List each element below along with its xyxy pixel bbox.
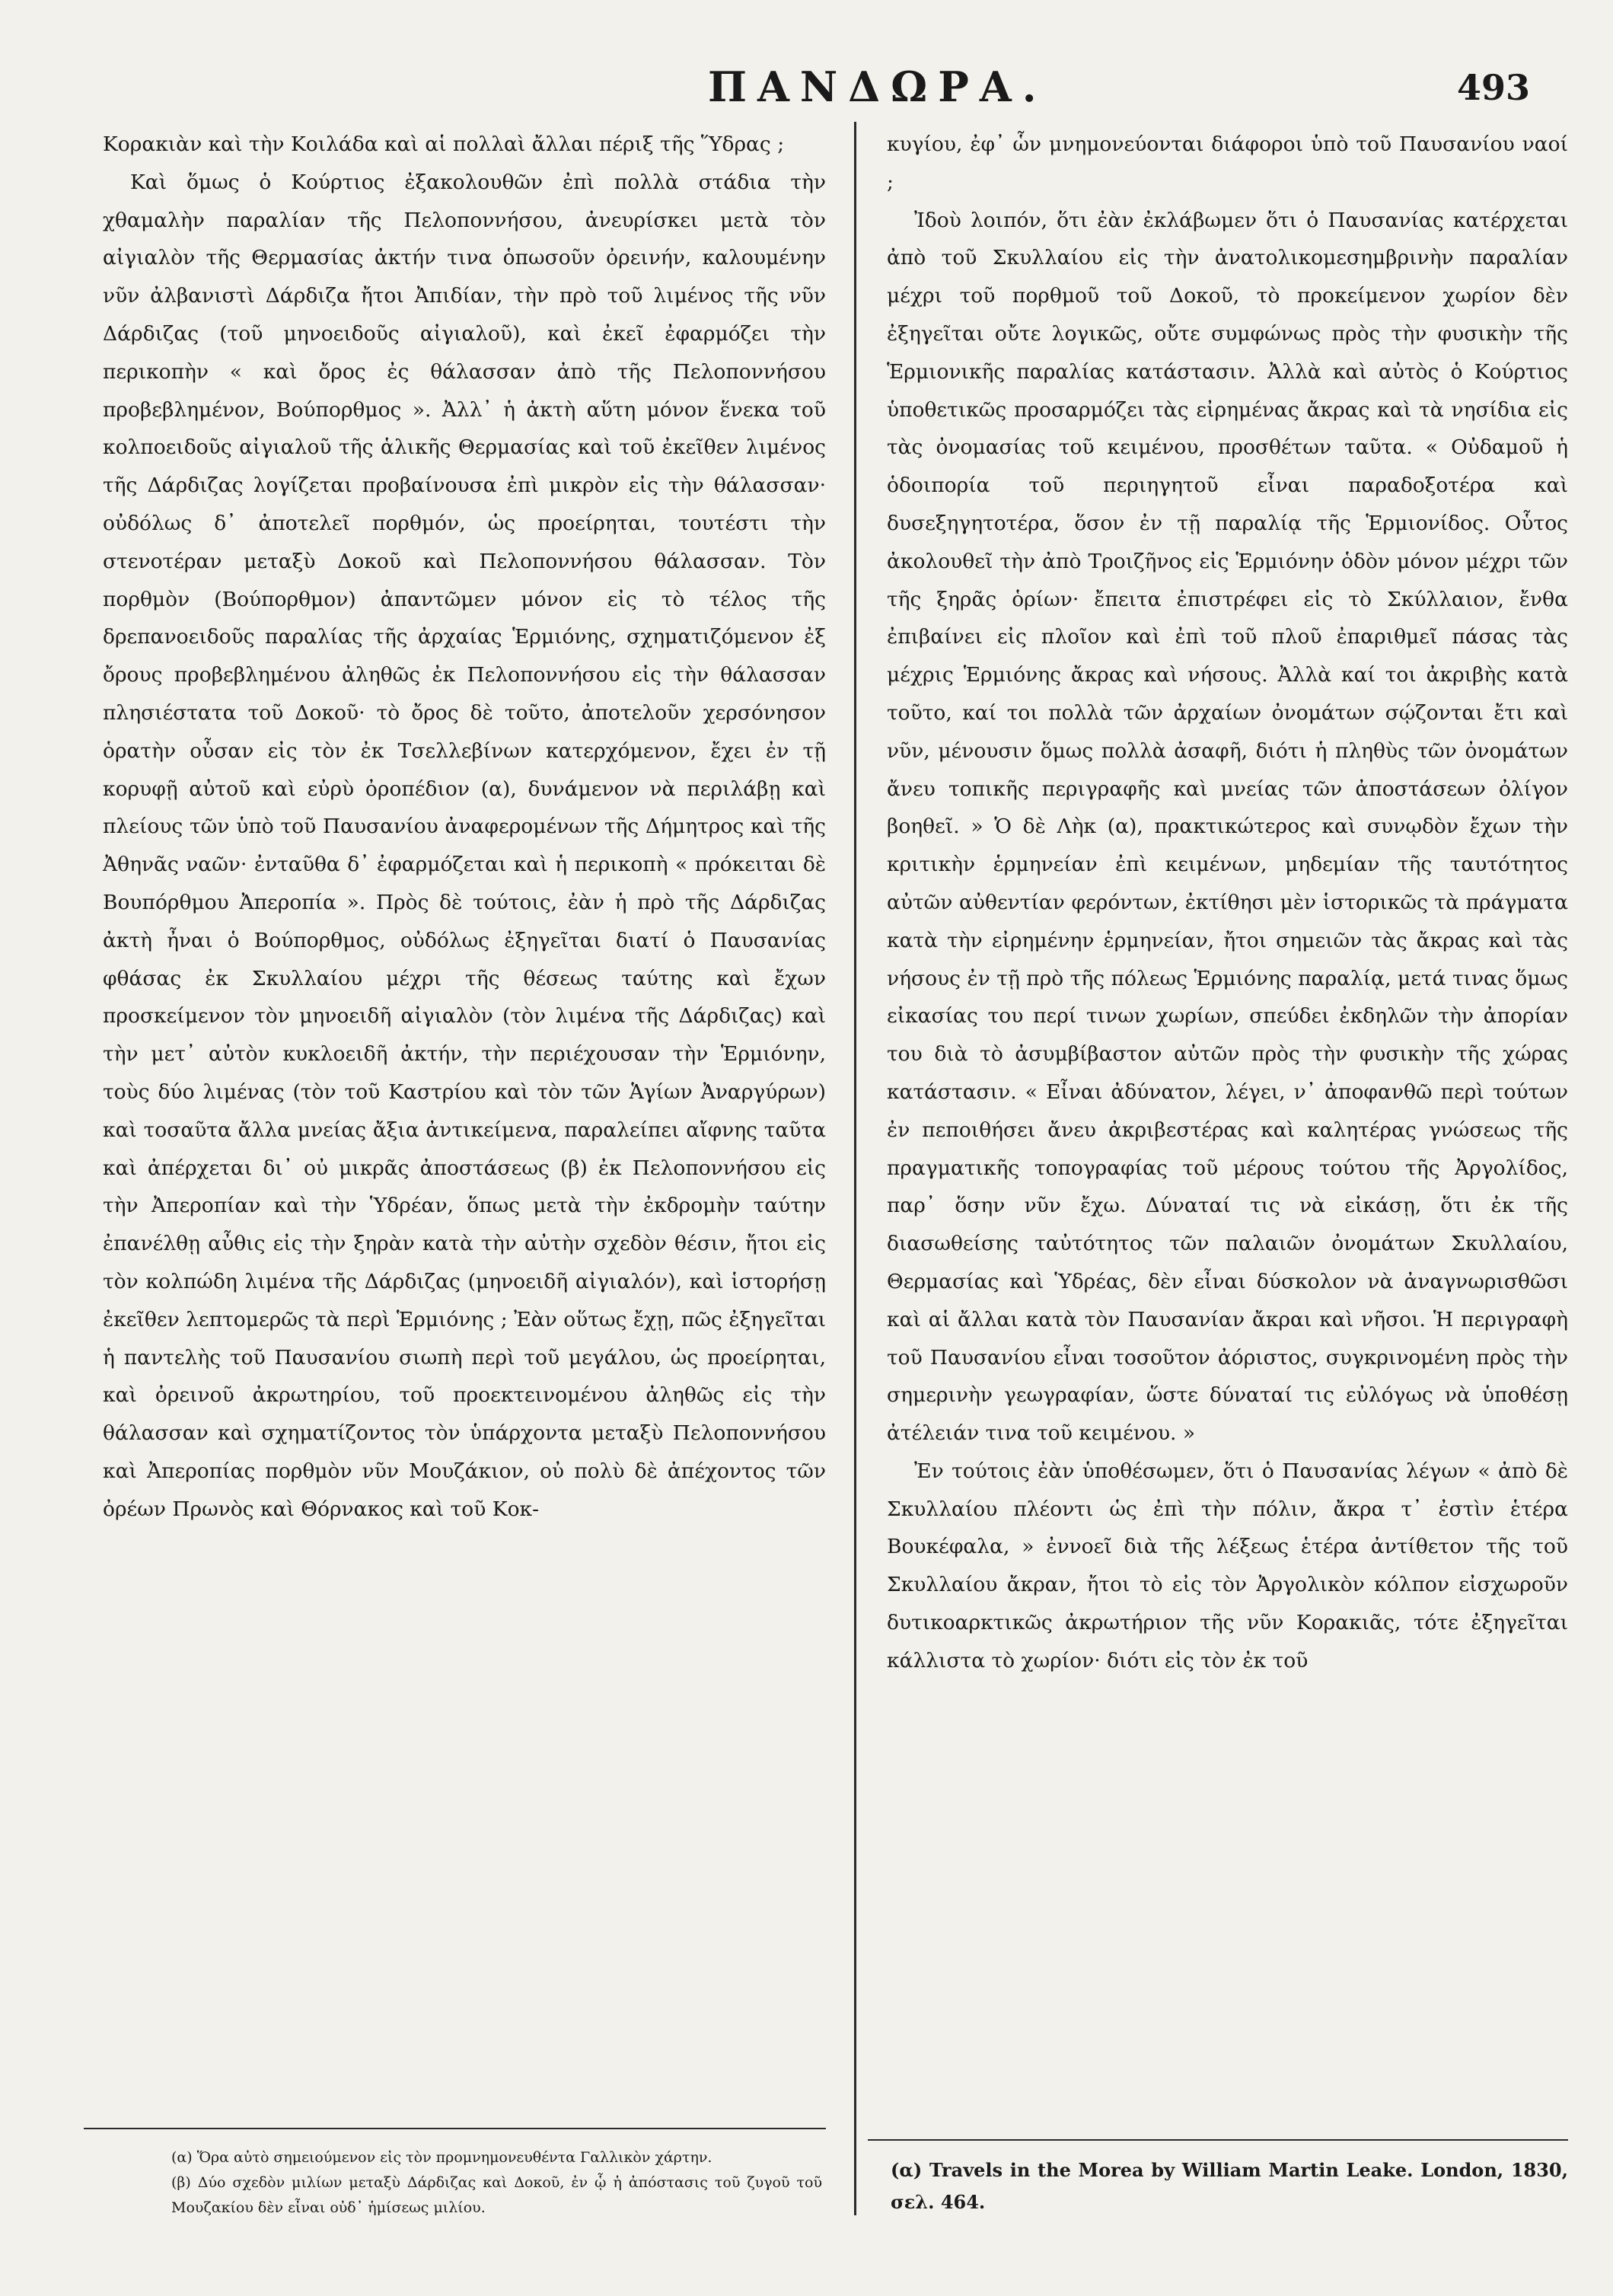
paragraph: Ἰδοὺ λοιπόν, ὅτι ἐὰν ἐκλάβωμεν ὅτι ὁ Παυσανίας κατέρχεται ἀπὸ τοῦ Σκυλλαίου εἰς τὴν ἀνατολικομεσημβρινὴν παραλίαν μέχρι τοῦ πορθμοῦ τοῦ Δοκοῦ, τὸ προκείμενον χωρίον δὲν ἐξηγεῖται οὔτε λογικῶς, οὔτε συμφώνως πρὸς τὴν φυσικὴν τῆς Ἑρμιονικῆς παραλίας κατάστασιν. Ἀλλὰ καὶ αὐτὸς ὁ Κούρτιος ὑποθετικῶς προσαρμόζει τὰς εἰρημένας ἄκρας καὶ τὰ νησίδια εἰς τὰς ὀνομασίας τοῦ κειμένου, προσθέτων ταῦτα. « Οὐδαμοῦ ἡ ὁδοιπορία τοῦ περιηγητοῦ εἶναι παραδοξοτέρα καὶ δυσεξηγητοτέρα, ὅσον ἐν τῇ παραλίᾳ τῆς Ἑρμιονίδος. Οὗτος ἀκολουθεῖ τὴν ἀπὸ Τροιζῆνος εἰς Ἑρμιόνην ὁδὸν μόνον μέχρι τῶν τῆς ξηρᾶς ὁρίων· ἔπειτα ἐπιστρέφει εἰς τὸ Σκύλλαιον, ἔνθα ἐπιβαίνει εἰς πλοῖον καὶ ἐπὶ τοῦ πλοῦ ἐπαριθμεῖ πάσας τὰς μέχρις Ἑρμιόνης ἄκρας καὶ νήσους. Ἀλλὰ καί τοι ἀκριβὴς κατὰ τοῦτο, καί τοι πολλὰ τῶν ἀρχαίων ὀνομάτων σῴζονται ἔτι καὶ νῦν, μένουσιν ὅμως πολλὰ ἀσαφῆ, διότι ἡ πληθὺς τῶν ὀνομάτων ἄνευ τοπικῆς περιγραφῆς καὶ μνείας τῶν ἀποστάσεων ὀλίγον βοηθεῖ. » Ὁ δὲ Λὴκ (α), πρακτικώτερος καὶ συνῳδὸν ἔχων τὴν κριτικὴν ἑρμηνείαν ἐπὶ κειμένων, μηδεμίαν τῆς ταυτότητος αὐτῶν αὐθεντίαν φερόντων, ἐκτίθησι μὲν ἱστορικῶς τὰ πράγματα κατὰ τὴν εἰρημένην ἑρμηνείαν, ἤτοι σημειῶν τὰς ἄκρας καὶ τὰς νήσους ἐν τῇ πρὸ τῆς πόλεως Ἑρμιόνης παραλίᾳ, μετά τινας ὅμως εἰκασίας του περί τινων χωρίων, σπεύδει ἐκδηλῶν τὴν ἀπορίαν του διὰ τὸ ἀσυμβίβαστον αὐτῶν πρὸς τὴν φυσικὴν τῆς χώρας κατάστασιν. « Εἶναι ἀδύνατον, λέγει, ν᾽ ἀποφανθῶ περὶ τούτων ἐν πεποιθήσει ἄνευ ἀκριβεστέρας καὶ καλητέρας γνώσεως τῆς πραγματικῆς τοπογραφίας τοῦ μέρους τούτου τῆς Ἀργολίδος, παρ᾽ ὅσην νῦν ἔχω. Δύναταί τις νὰ εἰκάσῃ, ὅτι ἐκ τῆς διασωθείσης ταὐτότητος τῶν παλαιῶν ὀνομάτων Σκυλλαίου, Θερμασίας καὶ Ὑδρέας, δὲν εἶναι δύσκολον νὰ ἀναγνωρισθῶσι καὶ αἱ ἄλλαι κατὰ τὸν Παυσανίαν ἄκραι καὶ νῆσοι. Ἡ περιγραφὴ τοῦ Παυσανίου εἶναι τοσοῦτον ἀόριστος, συγκρινομένη πρὸς τὴν σημερινὴν γεωγραφίαν, ὥστε δύναταί τις εὐλόγως νὰ ὑποθέσῃ ἀτέλειάν τινα τοῦ κειμένου. » — [887, 208, 1568, 1446]
paragraph: Κορακιὰν καὶ τὴν Κοιλάδα καὶ αἱ πολλαὶ ἄλλαι πέριξ τῆς Ὕδρας ; — [103, 132, 785, 156]
left-column — [103, 126, 826, 1528]
paragraph: κυγίου, ἐφ᾽ ὧν μνημονεύονται διάφοροι ὑπὸ τοῦ Παυσανίου ναοί ; — [887, 132, 1568, 194]
footnote-divider — [868, 2139, 1568, 2141]
footnotes-right — [891, 2154, 1568, 2218]
footnotes-left — [171, 2145, 822, 2221]
column-divider — [854, 122, 856, 2215]
paragraph: Καὶ ὅμως ὁ Κούρτιος ἐξακολουθῶν ἐπὶ πολλὰ στάδια τὴν χθαμαλὴν παραλίαν τῆς Πελοποννήσου, ἀνευρίσκει μετὰ τὸν αἰγιαλὸν τῆς Θερμασίας ἀκτήν τινα ὁπωσοῦν ὀρεινήν, καλουμένην νῦν ἀλβανιστὶ Δάρδιζα ἤτοι Ἀπιδίαν, τὴν πρὸ τοῦ λιμένος τῆς νῦν Δάρδιζας (τοῦ μηνοειδοῦς αἰγιαλοῦ), καὶ ἐκεῖ ἐφαρμόζει τὴν περικοπὴν « καὶ ὄρος ἐς θάλασσαν ἀπὸ τῆς Πελοποννήσου προβεβλημένον, Βούπορθμος ». Ἀλλ᾽ ἡ ἀκτὴ αὕτη μόνον ἕνεκα τοῦ κολποειδοῦς αἰγιαλοῦ τῆς ἁλικῆς Θερμασίας καὶ τοῦ ἐκεῖθεν λιμένος τῆς Δάρδιζας λογίζεται προβαίνουσα ἐπὶ μικρὸν εἰς τὴν θάλασσαν· οὐδόλως δ᾽ ἀποτελεῖ πορθμόν, ὡς προείρηται, τουτέστι τὴν στενοτέραν μεταξὺ Δοκοῦ καὶ Πελοποννήσου θάλασσαν. Τὸν πορθμὸν (Βούπορθμον) ἀπαντῶμεν μόνον εἰς τὸ τέλος τῆς δρεπανοειδοῦς παραλίας τῆς ἀρχαίας Ἑρμιόνης, σχηματιζόμενον ἐξ ὄρους προβεβλημένου ἀληθῶς ἐκ Πελοποννήσου εἰς τὴν θάλασσαν πλησιέστατα τοῦ Δοκοῦ· τὸ ὄρος δὲ τοῦτο, ἀποτελοῦν χερσόνησον ὁρατὴν οὖσαν εἰς τὸν ἐκ Τσελλεβίνων κατερχόμενον, ἔχει ἐν τῇ κορυφῇ αὐτοῦ καὶ εὐρὺ ὀροπέδιον (α), δυνάμενον νὰ περιλάβῃ καὶ πλείους τῶν ὑπὸ τοῦ Παυσανίου ἀναφερομένων τῆς Δήμητρος καὶ τῆς Ἀθηνᾶς ναῶν· ἐνταῦθα δ᾽ ἐφαρμόζεται καὶ ἡ περικοπὴ « πρόκειται δὲ Βουπόρθμου Ἀπεροπία ». Πρὸς δὲ τούτοις, ἐὰν ἡ πρὸ τῆς Δάρδιζας ἀκτὴ ἦναι ὁ Βούπορθμος, οὐδόλως ἐξηγεῖται διατί ὁ Παυσανίας φθάσας ἐκ Σκυλλαίου μέχρι τῆς θέσεως ταύτης καὶ ἔχων προσκείμενον τὸν μηνοειδῆ αἰγιαλὸν (τὸν λιμένα τῆς Δάρδιζας) καὶ τὴν μετ᾽ αὐτὸν κυκλοειδῆ ἀκτήν, τὴν περιέχουσαν τὴν Ἑρμιόνην, τοὺς δύο λιμένας (τὸν τοῦ Καστρίου καὶ τὸν τῶν Ἁγίων Ἀναργύρων) καὶ τοσαῦτα ἄλλα μνείας ἄξια ἀντικείμενα, παραλείπει αἴφνης ταῦτα καὶ ἀπέρχεται δι᾽ οὐ μικρᾶς ἀποστάσεως (β) ἐκ Πελοποννήσου εἰς τὴν Ἀπεροπίαν καὶ τὴν Ὑδρέαν, ὅπως μετὰ τὴν ἐκδρομὴν ταύτην ἐπανέλθῃ αὖθις εἰς τὴν ξηρὰν κατὰ τὴν αὐτὴν σχεδὸν θέσιν, ἤτοι εἰς τὸν κολπώδη λιμένα τῆς Δάρδιζας (μηνοειδῆ αἰγιαλόν), καὶ ἱστορήσῃ ἐκεῖθεν λεπτομερῶς τὰ περὶ Ἑρμιόνης ; Ἐὰν οὕτως ἔχῃ, πῶς ἐξηγεῖται ἡ παντελὴς τοῦ Παυσανίου σιωπὴ περὶ τοῦ μεγάλου, ὡς προείρηται, καὶ ὀρεινοῦ ἀκρωτηρίου, τοῦ προεκτεινομένου ἀληθῶς εἰς τὴν θάλασσαν καὶ σχηματίζοντος τὸν ὑπάρχοντα μεταξὺ Πελοποννήσου καὶ Ἀπεροπίας πορθμὸν νῦν Μουζάκιον, οὐ πολὺ δὲ ἀπέχοντος τῶν ὀρέων Πρωνὸς καὶ Θόρνακος καὶ τοῦ Κοκ- — [103, 170, 826, 1521]
footnote: (β) Δύο σχεδὸν μιλίων μεταξὺ Δάρδιζας καὶ Δοκοῦ, ἐν ᾧ ἡ ἀπόστασις τοῦ ζυγοῦ τοῦ Μουζακίου δὲν εἶναι οὐδ᾽ ἡμίσεως μιλίου. — [171, 2174, 822, 2216]
journal-title: ΠΑΝΔΩΡΑ. — [708, 62, 1047, 111]
page-number: 493 — [1456, 67, 1530, 108]
footnote-divider — [84, 2128, 826, 2129]
footnote: (α) Ὅρα αὐτὸ σημειούμενον εἰς τὸν προμνημονευθέντα Γαλλικὸν χάρτην. — [171, 2149, 712, 2166]
paragraph: Ἐν τούτοις ἐὰν ὑποθέσωμεν, ὅτι ὁ Παυσανίας λέγων « ἀπὸ δὲ Σκυλλαίου πλέοντι ὡς ἐπὶ τὴν πόλιν, ἄκρα τ᾽ ἐστὶν ἑτέρα Βουκέφαλα, » ἐννοεῖ διὰ τῆς λέξεως ἑτέρα ἀντίθετον τῆς τοῦ Σκυλλαίου ἄκραν, ἤτοι τὸ εἰς τὸν Ἀργολικὸν κόλπον εἰσχωροῦν δυτικοαρκτικῶς ἀκρωτήριον τῆς νῦν Κορακιᾶς, τότε ἐξηγεῖται κάλλιστα τὸ χωρίον· διότι εἰς τὸν ἐκ τοῦ — [887, 1459, 1568, 1673]
footnote: (α) Travels in the Morea by William Martin Leake. London, 1830, σελ. 464. — [891, 2159, 1568, 2213]
right-column — [887, 126, 1568, 1680]
